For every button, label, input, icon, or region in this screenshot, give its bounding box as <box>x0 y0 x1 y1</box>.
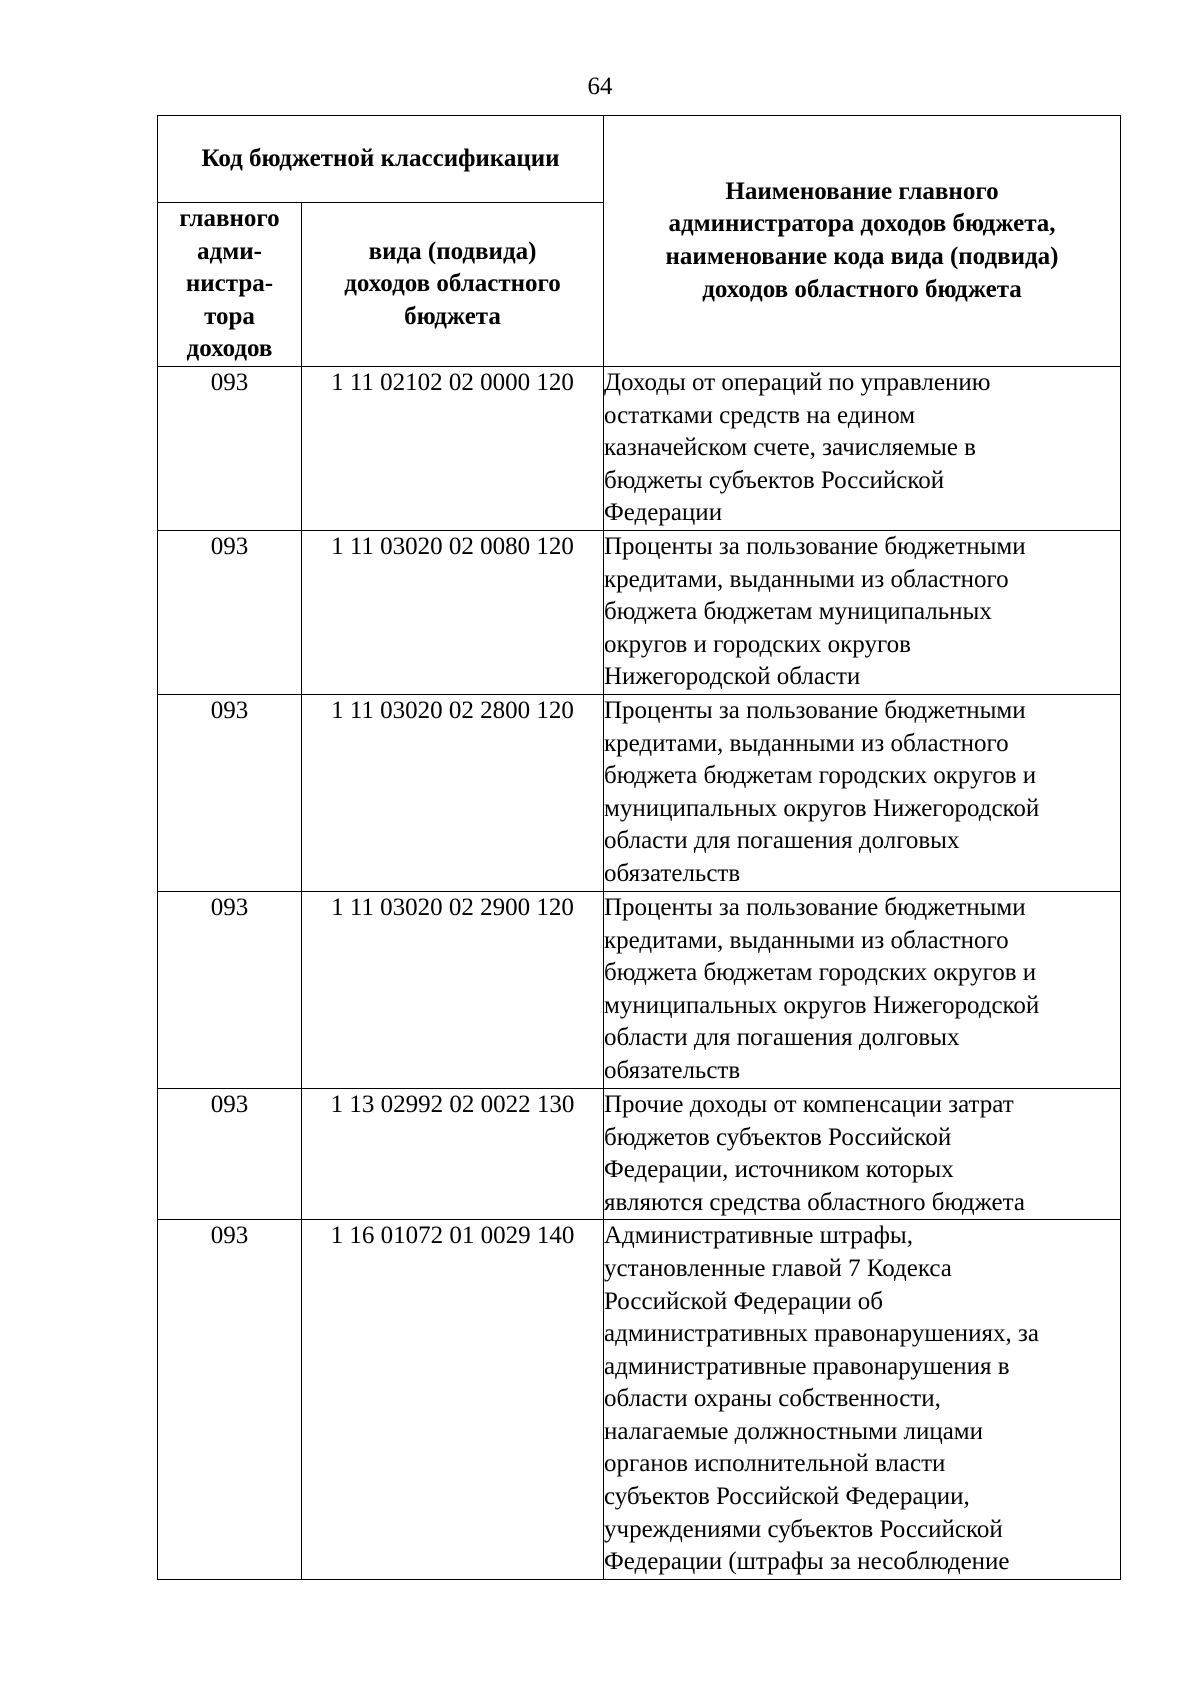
name-line: административных правонарушениях, за <box>604 1320 1039 1348</box>
name-line: кредитами, выданными из областного <box>604 729 1009 757</box>
table-row <box>158 1088 1121 1219</box>
header-name-line: Наименование главного <box>725 177 999 205</box>
table-row <box>158 1220 1121 1580</box>
header-administrator-name <box>604 116 1121 367</box>
income-name-cell <box>604 694 1121 891</box>
table-row <box>158 891 1121 1088</box>
admin-code-cell: 093 <box>158 366 302 530</box>
name-line: области для погашения долговых <box>604 1024 960 1052</box>
name-line: муниципальных округов Нижегородской <box>604 991 1040 1019</box>
name-line: Федерации (штрафы за несоблюдение <box>604 1548 1010 1576</box>
income-name-cell <box>604 1220 1121 1580</box>
name-line: Нижегородской области <box>604 663 861 691</box>
name-line: Проценты за пользование бюджетными <box>604 696 1026 724</box>
name-line: остатками средств на едином <box>604 401 916 429</box>
name-line: бюджета бюджетам городских округов и <box>604 959 1037 987</box>
header-code-line: бюджета <box>404 302 501 330</box>
name-line: административные правонарушения в <box>604 1352 1010 1380</box>
name-line: области для погашения долговых <box>604 827 960 855</box>
header-admin-line: доходов <box>186 335 273 363</box>
name-line: обязательств <box>604 859 741 887</box>
income-code-cell: 1 11 03020 02 2900 120 <box>302 891 604 1088</box>
name-line: бюджета бюджетам городских округов и <box>604 762 1037 790</box>
table-row <box>158 366 1121 530</box>
table-row <box>158 530 1121 694</box>
name-line: Проценты за пользование бюджетными <box>604 893 1026 921</box>
name-line: обязательств <box>604 1056 741 1084</box>
header-budget-classification-code: Код бюджетной классификации <box>158 116 604 203</box>
income-code-cell: 1 11 03020 02 0080 120 <box>302 530 604 694</box>
income-name-cell <box>604 891 1121 1088</box>
admin-code-cell: 093 <box>158 1088 302 1219</box>
income-name-cell <box>604 1088 1121 1219</box>
header-code-line: доходов областного <box>344 270 561 298</box>
name-line: органов исполнительной власти <box>604 1450 946 1478</box>
header-code-line: вида (подвида) <box>368 237 537 265</box>
header-admin-line: нистра- <box>185 270 274 298</box>
name-line: бюджетов субъектов Российской <box>604 1123 952 1151</box>
admin-code-cell: 093 <box>158 530 302 694</box>
admin-code-cell: 093 <box>158 694 302 891</box>
table-row <box>158 694 1121 891</box>
name-line: Доходы от операций по управлению <box>604 368 991 396</box>
name-line: учреждениями субъектов Российской <box>604 1515 1003 1543</box>
header-admin-line: адми- <box>197 237 262 265</box>
header-name-line: наименование кода вида (подвида) <box>665 242 1059 270</box>
income-name-cell <box>604 366 1121 530</box>
name-line: области охраны собственности, <box>604 1385 941 1413</box>
page-number: 64 <box>587 73 613 100</box>
name-line: установленные главой 7 Кодекса <box>604 1254 952 1282</box>
income-name-cell <box>604 530 1121 694</box>
name-line: бюджеты субъектов Российской <box>604 466 945 494</box>
header-income-type-code <box>302 203 604 367</box>
admin-code-cell: 093 <box>158 891 302 1088</box>
name-line: Федерации, источником которых <box>604 1156 954 1184</box>
income-code-cell: 1 11 02102 02 0000 120 <box>302 366 604 530</box>
header-name-line: администратора доходов бюджета, <box>668 210 1056 238</box>
name-line: являются средства областного бюджета <box>604 1188 1025 1216</box>
income-code-cell: 1 16 01072 01 0029 140 <box>302 1220 604 1580</box>
name-line: казначейском счете, зачисляемые в <box>604 434 976 462</box>
header-admin-line: главного <box>179 205 280 232</box>
budget-classification-table <box>157 115 1121 1580</box>
name-line: Прочие доходы от компенсации затрат <box>604 1090 1014 1118</box>
income-code-cell: 1 13 02992 02 0022 130 <box>302 1088 604 1219</box>
name-line: кредитами, выданными из областного <box>604 565 1009 593</box>
name-line: бюджета бюджетам муниципальных <box>604 598 992 626</box>
name-line: Российской Федерации об <box>604 1287 883 1315</box>
name-line: муниципальных округов Нижегородской <box>604 794 1040 822</box>
header-admin-line: тора <box>204 302 255 330</box>
name-line: налагаемые должностными лицами <box>604 1417 983 1445</box>
admin-code-cell: 093 <box>158 1220 302 1580</box>
header-name-line: доходов областного бюджета <box>702 275 1022 303</box>
header-chief-administrator <box>158 203 302 367</box>
income-code-cell: 1 11 03020 02 2800 120 <box>302 694 604 891</box>
name-line: Проценты за пользование бюджетными <box>604 532 1026 560</box>
name-line: субъектов Российской Федерации, <box>604 1483 970 1511</box>
name-line: кредитами, выданными из областного <box>604 926 1009 954</box>
name-line: Федерации <box>604 499 723 527</box>
name-line: Административные штрафы, <box>604 1222 913 1250</box>
name-line: округов и городских округов <box>604 630 911 658</box>
